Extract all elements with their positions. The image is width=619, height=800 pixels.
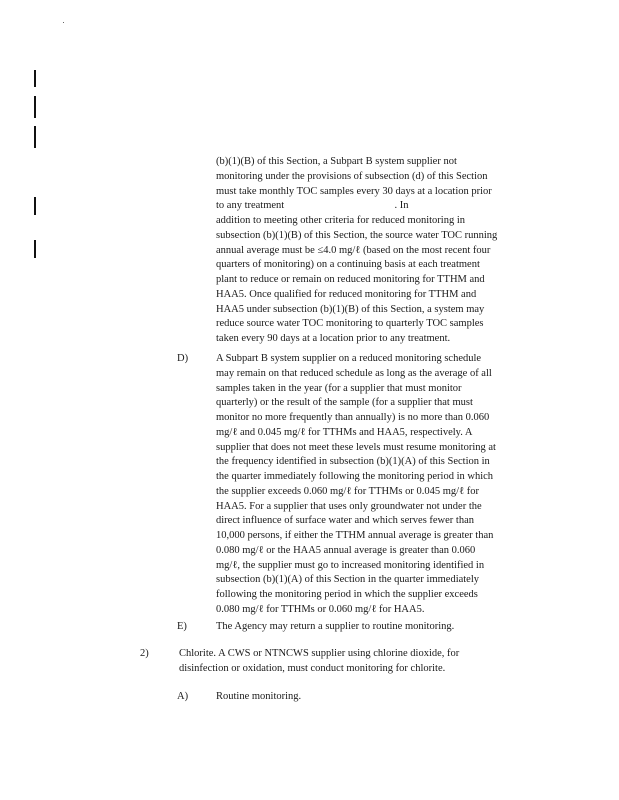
text-line: following the monitoring period in which the supplier exceeds [216, 589, 478, 600]
text-line: to any treatment . In [216, 200, 409, 212]
text-line: the quarter immediately following the monitoring period in which [216, 471, 494, 482]
text-line: disinfection or oxidation, must conduct monitoring for chlorite. [179, 662, 446, 674]
item-label-2a: A) [177, 691, 189, 702]
text-line: 0.080 mg/ℓ for TTHMs or 0.060 mg/ℓ for HAA5. [216, 603, 425, 615]
text-line: HAA5. For a supplier that uses only groundwater not under the [216, 500, 482, 512]
text-line: samples taken in the year (for a supplier that must monitor [216, 382, 462, 394]
text-line: mg/ℓ, the supplier must go to increased monitoring identified in [216, 559, 485, 571]
text-line: 10,000 persons, if either the TTHM annual average is greater than [216, 530, 494, 541]
item-2a-paragraph [216, 690, 301, 705]
item-label-e: E) [177, 621, 187, 632]
text-line: subsection (b)(1)(B) of this Section, the source water TOC running [216, 229, 498, 241]
text-line: may remain on that reduced schedule as long as the average of all [216, 367, 492, 379]
text-line: supplier that does not meet these levels must resume monitoring at [216, 441, 496, 453]
text-line: the frequency identified in subsection (b)(1)(A) of this Section in [216, 456, 490, 468]
text-line: quarterly) or the result of the sample (for a supplier that must [216, 397, 473, 409]
revision-change-bar [34, 197, 36, 215]
text-line: must take monthly TOC samples every 30 days at a location prior [216, 185, 492, 197]
text-line: addition to meeting other criteria for reduced monitoring in [216, 215, 466, 226]
scan-speck [63, 22, 64, 23]
text-line: The Agency may return a supplier to routine monitoring. [216, 621, 455, 632]
revision-change-bar [34, 70, 36, 87]
item-2-paragraph [179, 647, 459, 677]
paragraph-continuation [216, 155, 497, 347]
text-line: (b)(1)(B) of this Section, a Subpart B system supplier not [216, 156, 457, 167]
text-line: plant to reduce or remain on reduced monitoring for TTHM and [216, 274, 485, 285]
text-line: quarters of monitoring) on a continuing basis at each treatment [216, 259, 480, 271]
item-d-paragraph [216, 352, 496, 618]
revision-change-bar [34, 126, 36, 148]
text-line: subsection (b)(1)(A) of this Section in the quarter immediately [216, 574, 480, 586]
text-line: reduce source water TOC monitoring to quarterly TOC samples [216, 318, 484, 330]
text-line: direct influence of surface water and which serves fewer than [216, 515, 474, 527]
text-line: HAA5 under subsection (b)(1)(B) of this Section, a system may [216, 303, 485, 315]
item-e-paragraph [216, 620, 454, 635]
text-line: 0.080 mg/ℓ or the HAA5 annual average is greater than 0.060 [216, 544, 476, 556]
text-line: annual average must be ≤4.0 mg/ℓ (based on the most recent four [216, 244, 491, 256]
text-line: monitor no more frequently than annually) is no more than 0.060 [216, 412, 490, 423]
text-line: the supplier exceeds 0.060 mg/ℓ for TTHMs or 0.045 mg/ℓ for [216, 485, 479, 497]
text-line: HAA5. Once qualified for reduced monitoring for TTHM and [216, 288, 477, 300]
revision-change-bar [34, 96, 36, 118]
revision-change-bar [34, 240, 36, 258]
text-line: A Subpart B system supplier on a reduced monitoring schedule [216, 353, 482, 364]
item-label-d: D) [177, 353, 189, 364]
text-line: Chlorite. A CWS or NTNCWS supplier using chlorine dioxide, for [179, 648, 460, 659]
text-line: monitoring under the provisions of subsection (d) of this Section [216, 170, 488, 182]
text-line: mg/ℓ and 0.045 mg/ℓ for TTHMs and HAA5, respectively. A [216, 426, 473, 438]
text-line: Routine monitoring. [216, 691, 302, 702]
text-line: taken every 90 days at a location prior to any treatment. [216, 333, 451, 344]
item-label-2: 2) [140, 648, 149, 659]
